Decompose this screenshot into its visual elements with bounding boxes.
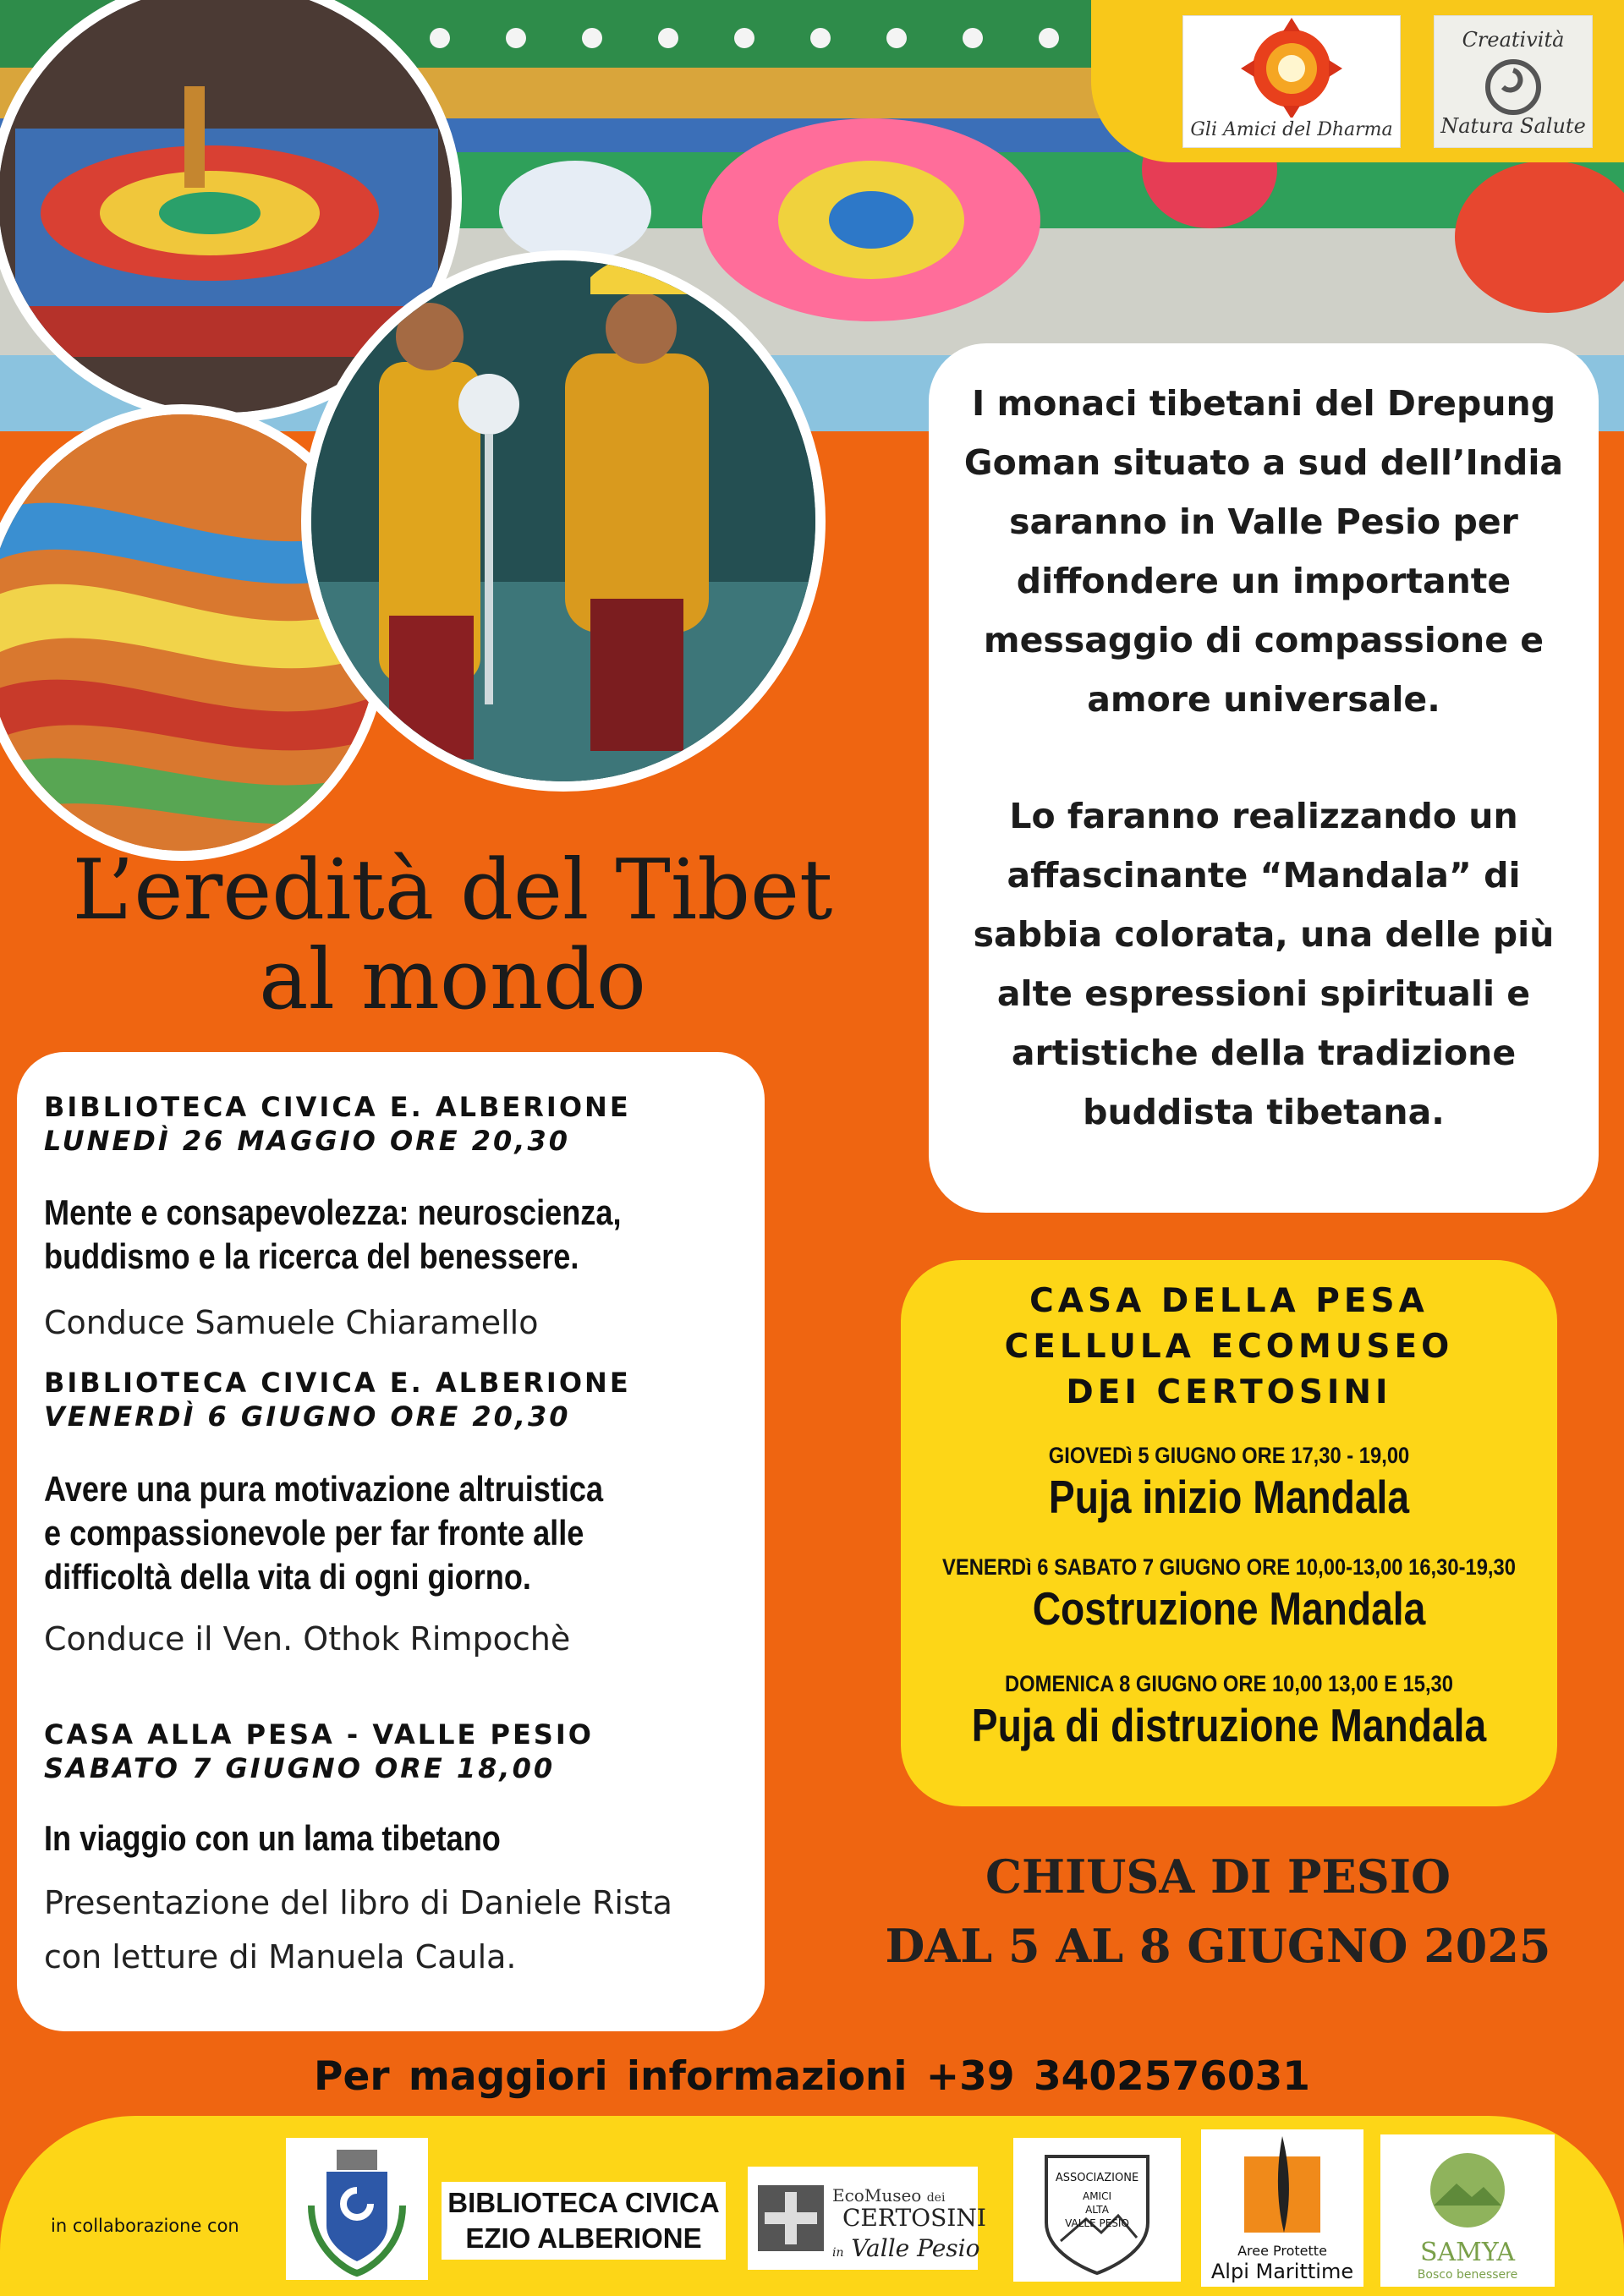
schedule-item-1-what: Puja inizio Mandala <box>1048 1471 1410 1523</box>
location-line: CHIUSA DI PESIO <box>985 1849 1451 1904</box>
event-2-title <box>44 1467 634 1599</box>
info-line: sabbia colorata, una delle più <box>973 914 1555 955</box>
event-title-line: Avere una pura motivazione altruistica <box>44 1469 604 1509</box>
info-paragraph-1 <box>929 374 1599 729</box>
ecomuseo-line <box>832 2185 945 2206</box>
monks-pouring-sand-photo <box>301 250 826 792</box>
schedule-heading <box>901 1279 1557 1416</box>
info-line: I monaci tibetani del Drepung <box>971 383 1556 424</box>
title-line-1: L’eredità del Tibet <box>72 842 833 939</box>
associazione-line: ALTA <box>1085 2204 1109 2216</box>
aree-protette-line: Aree Protette <box>1237 2243 1327 2259</box>
schedule-item-1-when: GIOVEDì 5 GIUGNO ORE 17,30 - 19,00 <box>1048 1443 1410 1468</box>
natura-salute-caption: Natura Salute <box>1440 114 1586 138</box>
dates-line: DAL 5 AL 8 GIUGNO 2025 <box>885 1919 1551 1973</box>
samya-emblem-icon <box>1380 2134 1555 2236</box>
biblioteca-logo-line: BIBLIOTECA CIVICA <box>447 2187 720 2218</box>
associazione-line: ASSOCIAZIONE <box>1055 2172 1139 2184</box>
schedule-item-2-when: VENERDì 6 SABATO 7 GIUGNO ORE 10,00-13,00 16,30-19,30 <box>942 1554 1516 1580</box>
event-3-title <box>44 1817 634 1860</box>
dharma-sun-icon <box>1183 16 1400 118</box>
schedule-item-3-what: Puja di distruzione Mandala <box>971 1699 1487 1751</box>
ecomuseo-name: EcoMuseo <box>832 2185 922 2206</box>
title-line-2: al mondo <box>259 932 646 1028</box>
ecomuseo-certosini-logo <box>748 2167 986 2270</box>
event-title-line: Mente e consapevolezza: neuroscienza, <box>44 1192 622 1232</box>
info-paragraph-2 <box>929 786 1599 1142</box>
biblioteca-logo-line: EZIO ALBERIONE <box>465 2222 702 2254</box>
event-desc-line: con letture di Manuela Caula. <box>44 1938 517 1975</box>
event-3-desc <box>44 1876 672 1984</box>
event-title-line: In viaggio con un lama tibetano <box>44 1818 501 1858</box>
event-2-venue: BIBLIOTECA CIVICA E. ALBERIONE <box>44 1367 631 1399</box>
info-line: Lo faranno realizzando un <box>1009 796 1518 836</box>
info-line: saranno in Valle Pesio per <box>1009 501 1518 542</box>
schedule-heading-line: CASA DELLA PESA <box>1029 1282 1429 1320</box>
schedule-heading-line: DEI CERTOSINI <box>1066 1373 1392 1411</box>
event-3-date: SABATO 7 GIUGNO ORE 18,00 <box>44 1752 556 1784</box>
page-title <box>17 842 888 1028</box>
biblioteca-civica-logo <box>442 2182 726 2260</box>
ecomuseo-in: in <box>832 2246 844 2260</box>
event-title-line: difficoltà della vita di ogni giorno. <box>44 1557 531 1597</box>
info-line: amore universale. <box>1087 679 1440 720</box>
creativita-caption: Creatività <box>1462 28 1565 52</box>
bird-emblem-icon <box>1201 2129 1363 2239</box>
coat-of-arms-icon <box>286 2138 428 2280</box>
gli-amici-del-dharma-logo <box>1182 15 1401 148</box>
schedule-heading-line: CELLULA ECOMUSEO <box>1004 1328 1454 1366</box>
event-1-title <box>44 1191 634 1279</box>
event-title-line: e compassionevole per far fronte alle <box>44 1513 584 1553</box>
schedule-item-3-when: DOMENICA 8 GIUGNO ORE 10,00 13,00 E 15,30 <box>1005 1671 1453 1696</box>
info-line: affascinante “Mandala” di <box>1007 855 1521 896</box>
associazione-amici-alta-valle-pesio-logo <box>1013 2138 1181 2282</box>
valle-pesio: Valle Pesio <box>851 2234 980 2262</box>
cross-emblem-icon <box>751 2167 827 2270</box>
comune-coat-of-arms-logo <box>286 2138 428 2280</box>
ecomuseo-dei: dei <box>926 2191 946 2205</box>
info-line: buddista tibetana. <box>1083 1092 1445 1132</box>
event-desc-line: Presentazione del libro di Daniele Rista <box>44 1884 672 1921</box>
creativita-natura-salute-logo <box>1434 15 1593 148</box>
event-1-date: LUNEDÌ 26 MAGGIO ORE 20,30 <box>44 1125 570 1157</box>
collaboration-label: in collaborazione con <box>51 2216 239 2236</box>
schedule-item-2-what: Costruzione Mandala <box>1032 1582 1426 1635</box>
event-2-date: VENERDÌ 6 GIUGNO ORE 20,30 <box>44 1400 571 1433</box>
event-3-venue: CASA ALLA PESA - VALLE PESIO <box>44 1718 594 1751</box>
event-location-dates <box>837 1842 1599 1981</box>
event-2-desc: Conduce il Ven. Othok Rimpochè <box>44 1620 571 1658</box>
samya-name: SAMYA <box>1419 2238 1516 2267</box>
info-line: diffondere un importante <box>1016 561 1512 601</box>
event-1-venue: BIBLIOTECA CIVICA E. ALBERIONE <box>44 1091 631 1123</box>
info-line: artistiche della tradizione <box>1011 1033 1517 1073</box>
samya-tagline: Bosco benessere <box>1417 2268 1518 2282</box>
valle-pesio-line <box>832 2234 979 2262</box>
alpi-marittime-line: Alpi Marittime <box>1210 2260 1354 2283</box>
info-line: alte espressioni spirituali e <box>996 973 1531 1014</box>
info-line: messaggio di compassione e <box>983 620 1544 660</box>
certosini-line: CERTOSINI <box>842 2204 986 2232</box>
contact-info: Per maggiori informazioni +39 3402576031 <box>314 2053 1310 2100</box>
dharma-logo-caption: Gli Amici del Dharma <box>1190 119 1393 140</box>
associazione-line: VALLE PESIO <box>1065 2217 1129 2229</box>
event-title-line: buddismo e la ricerca del benessere. <box>44 1236 579 1276</box>
samya-logo <box>1380 2134 1555 2287</box>
associazione-line: AMICI <box>1082 2190 1112 2202</box>
aree-protette-alpi-marittime-logo <box>1201 2129 1363 2287</box>
event-1-desc: Conduce Samuele Chiaramello <box>44 1304 539 1341</box>
info-line: Goman situato a sud dell’India <box>963 442 1564 483</box>
